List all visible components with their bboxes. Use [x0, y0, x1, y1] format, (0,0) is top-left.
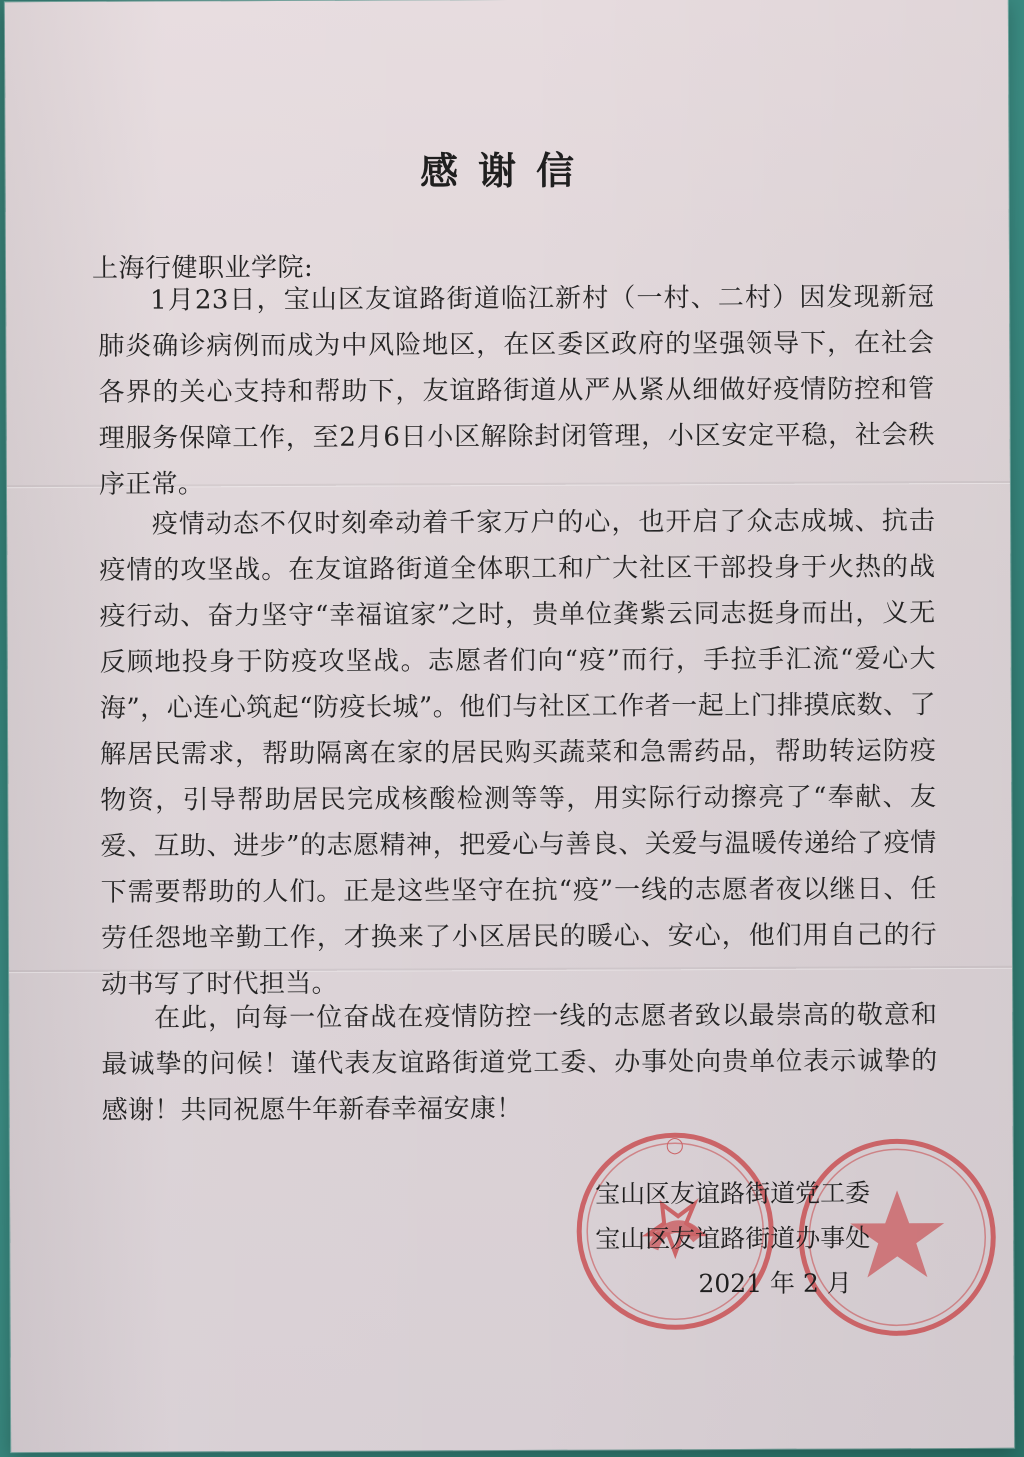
svg-text:◯: ◯: [665, 1135, 684, 1155]
salutation: 上海行健职业学院:: [91, 252, 314, 284]
signature-office: 宝山区友谊路街道办事处: [595, 1223, 871, 1254]
paragraph-3-text: 在此，向每一位奋战在疫情防控一线的志愿者致以最崇高的敬意和最诚挚的问候！谨代表友谊路街道党工委、办事处向贵单位表示诚挚的感谢！共同祝愿牛年新春幸福安康！: [101, 1000, 938, 1126]
paragraph-2-text: 疫情动态不仅时刻牵动着千家万户的心，也开启了众志成城、抗击疫情的攻坚战。在友谊路街道全体职工和广大社区干部投身于火热的战疫行动、奋力坚守“幸福谊家”之时，贵单位龚紫云同志挺身而出，义无反顾地投身于防疫攻坚战。志愿者们向“疫”而行，手拉手汇流“爱心大海”，心连心筑起“防疫长城”。他们与社区工作者一起上门排摸底数、了解居民需求，帮助隔离在家的居民购买蔬菜和急需药品，帮助转运防疫物资，引导帮助居民完成核酸检测等等，用实际行动擦亮了“奉献、友爱、互助、进步”的志愿精神，把爱心与善良、关爱与温暖传递给了疫情下需要帮助的人们。正是这些坚守在抗“疫”一线的志愿者夜以继日、任劳任怨地辛勤工作，才换来了小区居民的暖心、安心，他们用自己的行动书写了时代担当。: [99, 506, 937, 1000]
paragraph-2: [99, 498, 937, 1008]
signature-party-committee: 宝山区友谊路街道党工委: [594, 1178, 871, 1209]
thank-you-letter: [5, 0, 1014, 1452]
letter-title: 感谢信: [419, 148, 595, 194]
paragraph-3: [101, 992, 938, 1134]
signature-date: 2021 年 2 月: [698, 1268, 852, 1299]
signature-block: [595, 1173, 926, 1309]
paragraph-1-text: 1月23日，宝山区友谊路街道临江新村（一村、二村）因发现新冠肺炎确诊病例而成为中风险地区，在区委区政府的坚强领导下，在社会各界的关心支持和帮助下，友谊路街道从严从紧从细做好疫情防控和管理服务保障工作，至2月6日小区解除封闭管理，小区安定平稳，社会秩序正常。: [98, 282, 935, 500]
paragraph-1: [98, 274, 935, 508]
